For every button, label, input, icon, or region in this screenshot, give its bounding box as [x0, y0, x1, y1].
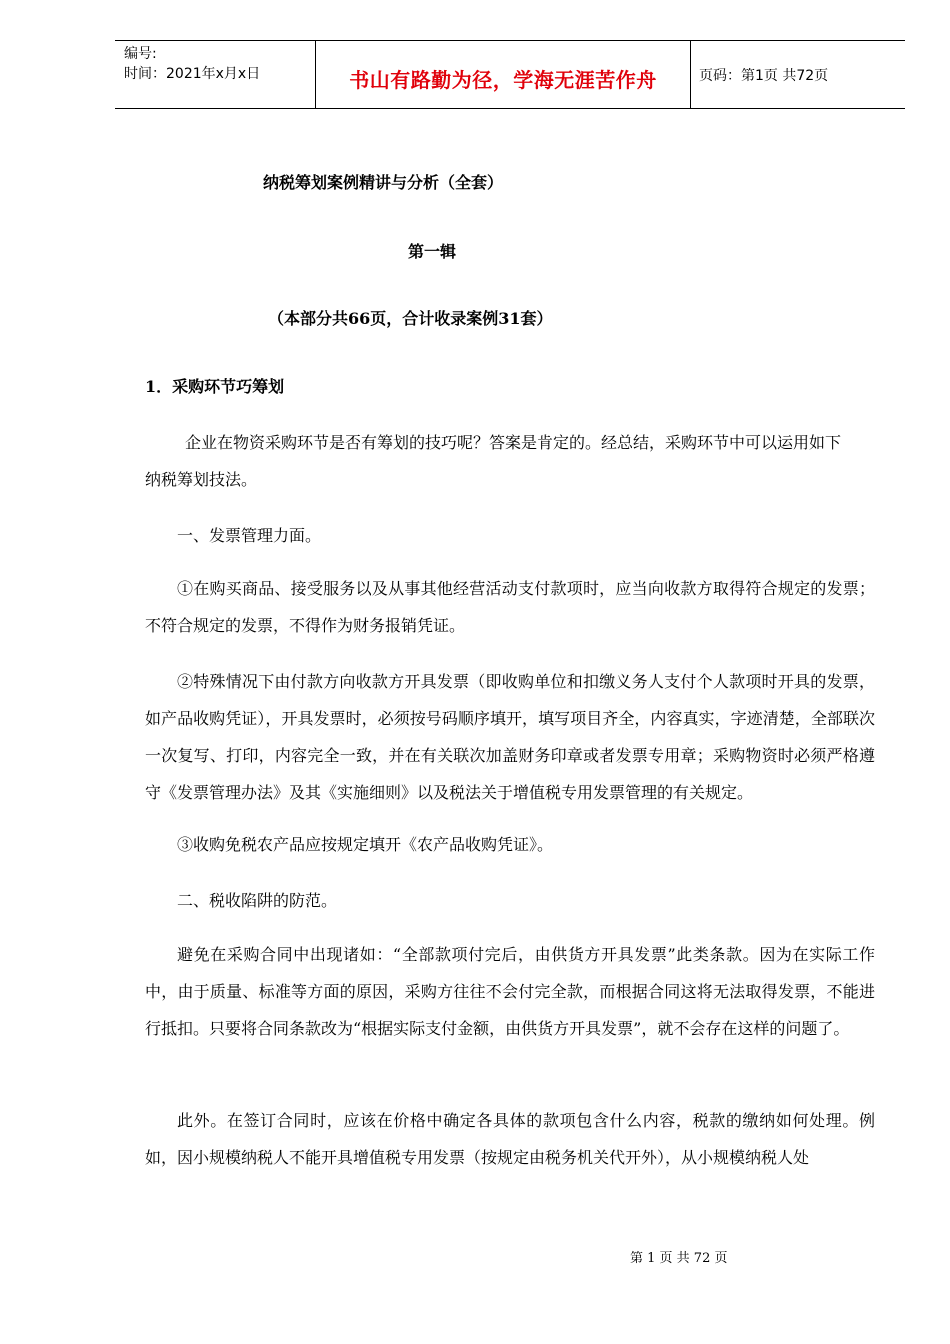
paragraph-2-text: ②特殊情况下由付款方向收款方开具发票（即收购单位和扣缴义务人支付个人款项时开具的发票，如产品收购凭证），开具发票时，必须按号码顺序填开，填写项目齐全，内容真实，字迹清楚，全部联次一次复写、打印，内容完全一致，并在有关联次加盖财务印章或者发票专用章；采购物资时必须严格遵守《发票管理办法》及其《实施细则》以及税法关于增值税专用发票管理的有关规定。: [145, 672, 875, 802]
paragraph-1-text: ①在购买商品、接受服务以及从事其他经营活动支付款项时，应当向收款方取得符合规定的发票；不符合规定的发票，不得作为财务报销凭证。: [145, 579, 875, 635]
section-heading: 1．采购环节巧筹划: [145, 377, 285, 396]
header-page-cell: [691, 41, 905, 108]
paragraph-3: ③收购免税农产品应按规定填开《农产品收购凭证》。: [177, 835, 554, 854]
subheading-invoice: 一、发票管理力面。: [177, 526, 322, 545]
paragraph-5: [145, 1102, 875, 1176]
paragraph-1: [145, 570, 875, 644]
header-meta-cell: [115, 41, 315, 108]
paragraph-2: [145, 663, 875, 811]
document-title: 纳税筹划案例精讲与分析（全套）: [263, 173, 504, 192]
page-header: [115, 40, 905, 109]
summary-line: （本部分共66页，合计收录案例31套）: [268, 309, 553, 328]
page-footer: 第 1 页 共 72 页: [630, 1251, 728, 1266]
paragraph-5-text: 此外。在签订合同时，应该在价格中确定各具体的款项包含什么内容，税款的缴纳如何处理。例如，因小规模纳税人不能开具增值税专用发票（按规定由税务机关代开外），从小规模纳税人处: [145, 1111, 875, 1167]
intro-line-2: 纳税筹划技法。: [145, 470, 258, 489]
subheading-trap: 二、税收陷阱的防范。: [177, 891, 338, 910]
volume-heading: 第一辑: [408, 242, 457, 261]
paragraph-4: [145, 936, 875, 1047]
paragraph-4-text: 避免在采购合同中出现诸如：“全部款项付完后，由供货方开具发票”此类条款。因为在实际工作中，由于质量、标准等方面的原因，采购方往往不会付完全款，而根据合同这将无法取得发票，不能进行抵扣。只要将合同条款改为“根据实际支付金额，由供货方开具发票”，就不会存在这样的问题了。: [145, 945, 875, 1038]
serial-label: 编号:: [124, 46, 157, 62]
header-motto-cell: [315, 41, 691, 108]
page-info: 页码：第1页 共72页: [699, 68, 829, 84]
date-label: 时间：2021年x月x日: [124, 66, 261, 82]
intro-line-1: 企业在物资采购环节是否有筹划的技巧呢？答案是肯定的。经总结，采购环节中可以运用如下: [185, 433, 842, 452]
motto: 书山有路勤为径，学海无涯苦作舟: [349, 68, 657, 92]
